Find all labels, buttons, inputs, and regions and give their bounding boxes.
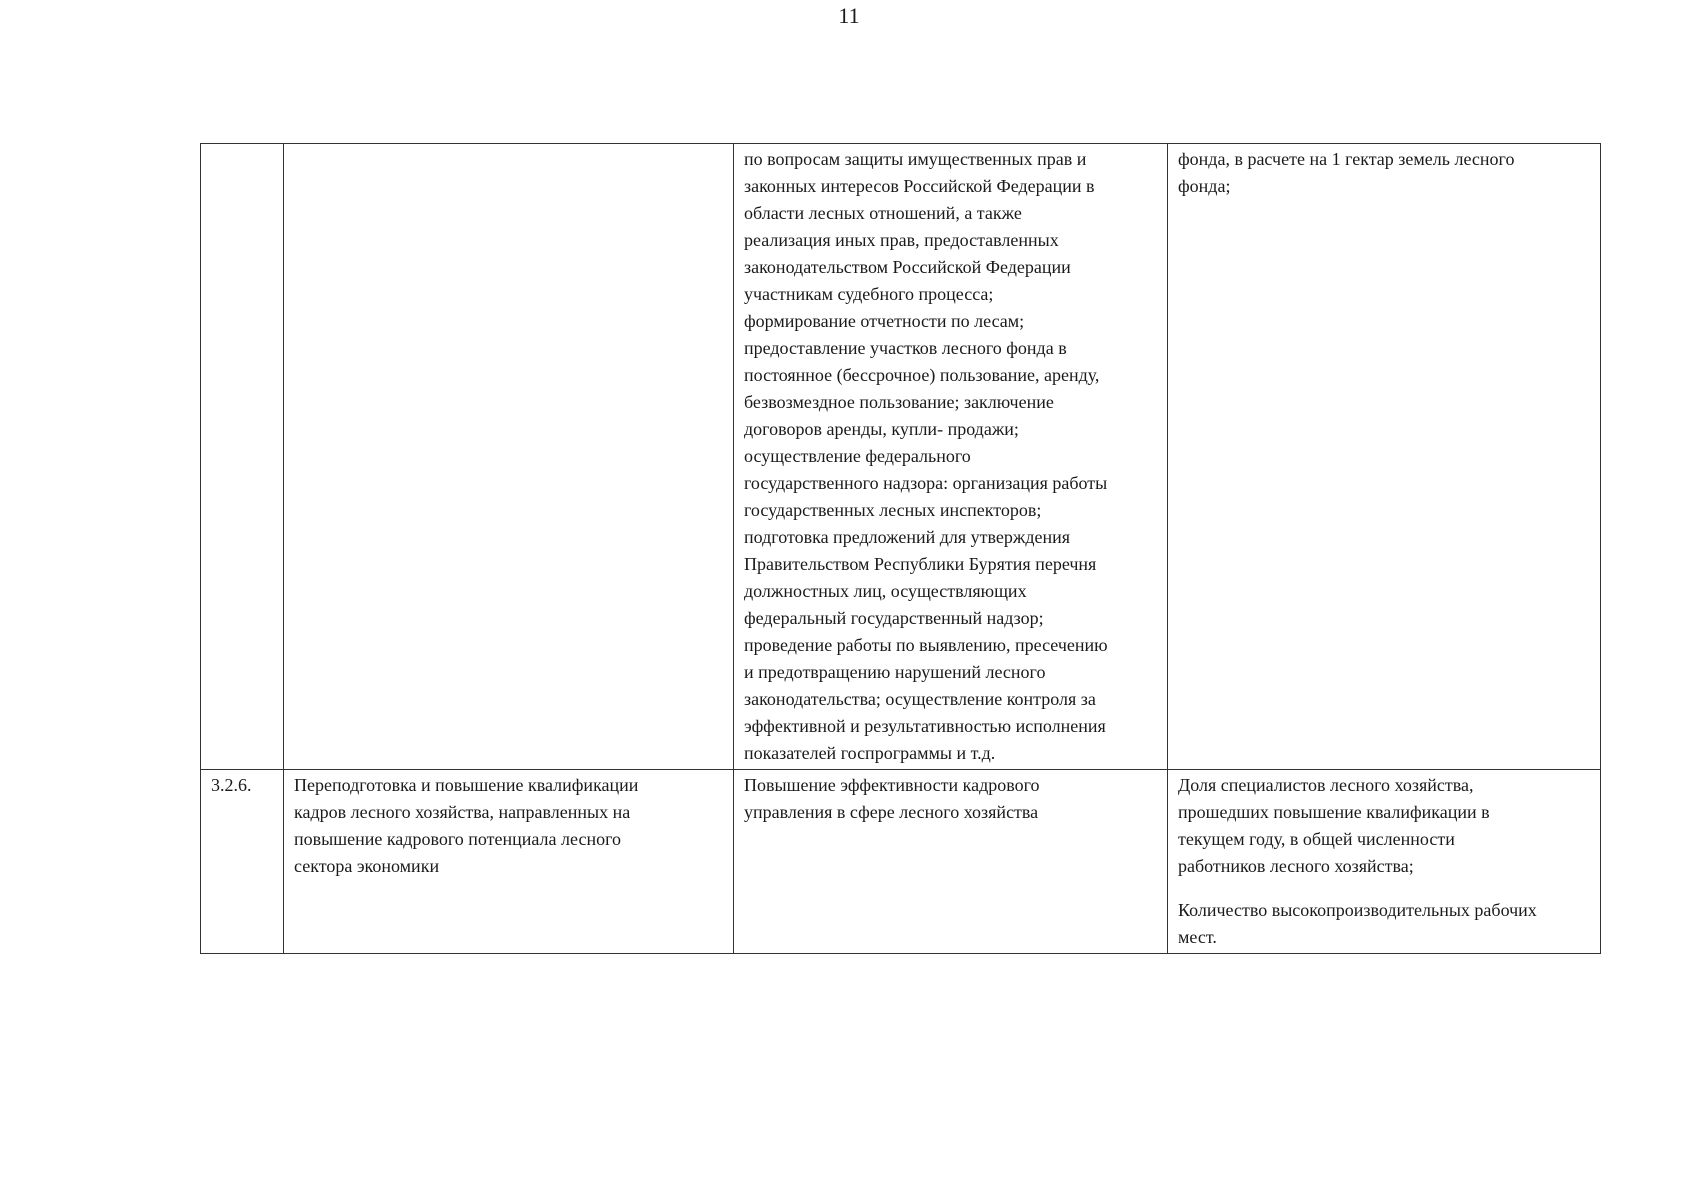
cell-content xyxy=(734,770,1168,954)
content-text-line: договоров аренды, купли- продажи; xyxy=(744,419,1019,439)
indicator-paragraph xyxy=(1178,897,1590,951)
event-text-line: кадров лесного хозяйства, направленных на xyxy=(294,802,631,822)
content-text-line: показателей госпрограммы и т.д. xyxy=(744,743,996,763)
content-text-line: федеральный государственный надзор; xyxy=(744,608,1044,628)
cell-event xyxy=(284,144,734,770)
event-text-line: сектора экономики xyxy=(294,856,440,876)
content-text-line: осуществление федерального xyxy=(744,446,971,466)
indicator-text-line: фонда, в расчете на 1 гектар земель лесного xyxy=(1178,149,1515,169)
content-text-line: и предотвращению нарушений лесного xyxy=(744,662,1046,682)
table-row xyxy=(201,144,1601,770)
content-text-line: постоянное (бессрочное) пользование, аренду, xyxy=(744,365,1100,385)
content-text-line: формирование отчетности по лесам; xyxy=(744,311,1025,331)
content-text-line: эффективной и результативностью исполнения xyxy=(744,716,1106,736)
indicator-paragraph xyxy=(1178,146,1590,200)
indicator-text-line: мест. xyxy=(1178,927,1217,947)
measures-table xyxy=(200,143,1601,954)
content-text-line: безвозмездное пользование; заключение xyxy=(744,392,1054,412)
cell-indicator xyxy=(1168,770,1601,954)
content-text-line: предоставление участков лесного фонда в xyxy=(744,338,1067,358)
content-text-line: государственных лесных инспекторов; xyxy=(744,500,1042,520)
content-text-line: законодательством Российской Федерации xyxy=(744,257,1071,277)
event-text-line: повышение кадрового потенциала лесного xyxy=(294,829,622,849)
content-text-line: управления в сфере лесного хозяйства xyxy=(744,802,1039,822)
indicator-text-line: работников лесного хозяйства; xyxy=(1178,856,1414,876)
content-text-line: законных интересов Российской Федерации в xyxy=(744,176,1095,196)
table-body xyxy=(201,144,1601,954)
content-text-line: проведение работы по выявлению, пресечению xyxy=(744,635,1108,655)
content-text-line: государственного надзора: организация работы xyxy=(744,473,1108,493)
content-text-line: Повышение эффективности кадрового xyxy=(744,775,1040,795)
content-text-line: участникам судебного процесса; xyxy=(744,284,994,304)
content-text-line: области лесных отношений, а также xyxy=(744,203,1022,223)
content-text-line: реализация иных прав, предоставленных xyxy=(744,230,1059,250)
indicator-text-line: текущем году, в общей численности xyxy=(1178,829,1455,849)
content-text-line: подготовка предложений для утверждения xyxy=(744,527,1071,547)
indicator-paragraph xyxy=(1178,772,1590,880)
cell-content xyxy=(734,144,1168,770)
indicator-text-line: фонда; xyxy=(1178,176,1231,196)
cell-event xyxy=(284,770,734,954)
event-text-line: Переподготовка и повышение квалификации xyxy=(294,775,639,795)
content-text-line: по вопросам защиты имущественных прав и xyxy=(744,149,1087,169)
page-number: 11 xyxy=(838,3,860,28)
cell-number: 3.2.6. xyxy=(201,770,284,954)
cell-number xyxy=(201,144,284,770)
content-text-line: должностных лиц, осуществляющих xyxy=(744,581,1027,601)
indicator-text-line: Доля специалистов лесного хозяйства, xyxy=(1178,775,1474,795)
table-row xyxy=(201,770,1601,954)
indicator-text-line: Количество высокопроизводительных рабочих xyxy=(1178,900,1537,920)
content-text-line: Правительством Республики Бурятия перечня xyxy=(744,554,1097,574)
content-text-line: законодательства; осуществление контроля за xyxy=(744,689,1096,709)
cell-indicator xyxy=(1168,144,1601,770)
indicator-text-line: прошедших повышение квалификации в xyxy=(1178,802,1490,822)
